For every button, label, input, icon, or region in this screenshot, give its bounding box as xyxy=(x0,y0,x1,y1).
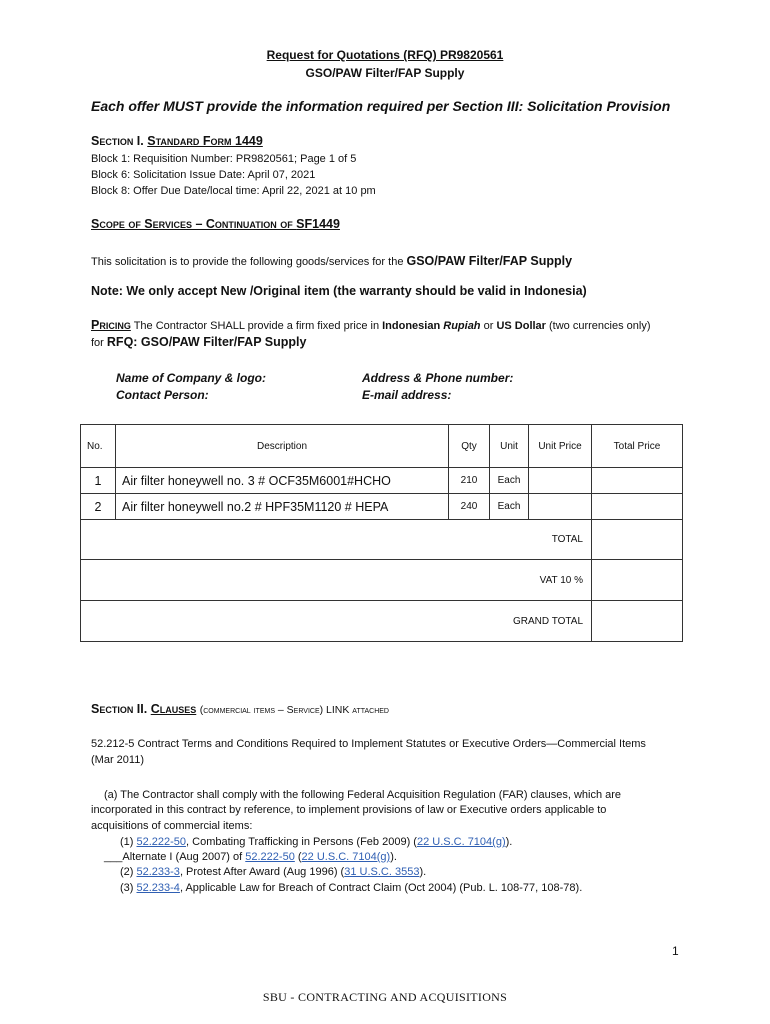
grand-total-row xyxy=(81,601,683,642)
scope-heading xyxy=(91,217,340,231)
usc-link-7104g[interactable]: 22 U.S.C. 7104(g) xyxy=(301,851,391,863)
row-no: 2 xyxy=(81,494,116,520)
total-value[interactable] xyxy=(592,520,683,560)
table-header-row xyxy=(81,425,683,468)
header-unit: Unit xyxy=(490,425,529,468)
header-unit-price: Unit Price xyxy=(529,425,592,468)
row-total-price[interactable] xyxy=(592,494,683,520)
far-link-52-233-3[interactable]: 52.233-3 xyxy=(136,866,180,878)
rfq-subtitle: GSO/PAW Filter/FAP Supply xyxy=(305,66,465,80)
clause-item-alt xyxy=(104,851,397,863)
row-description: Air filter honeywell no.2 # HPF35M1120 # HEPA xyxy=(116,494,449,520)
company-logo-label: Name of Company & logo: xyxy=(116,371,267,385)
page-number: 1 xyxy=(672,944,679,958)
pricing-or: or xyxy=(480,320,497,332)
grand-total-value[interactable] xyxy=(592,601,683,642)
clause-item-prefix: (1) xyxy=(120,836,137,848)
row-qty: 240 xyxy=(449,494,490,520)
pricing-rfq: RFQ: GSO/PAW Filter/FAP Supply xyxy=(106,335,307,349)
pricing-text: The Contractor SHALL provide a firm fixed price in xyxy=(130,320,383,332)
pricing-line xyxy=(91,318,651,332)
block-1-line: Block 1: Requisition Number: PR9820561; Page 1 of 5 xyxy=(91,153,357,165)
pricing-tail: (two currencies only) xyxy=(545,320,651,332)
far-link-52-233-4[interactable]: 52.233-4 xyxy=(136,882,180,894)
row-description: Air filter honeywell no. 3 # OCF35M6001#HCHO xyxy=(116,468,449,494)
far-link-52-222-50[interactable]: 52.222-50 xyxy=(245,851,295,863)
rfq-title: Request for Quotations (RFQ) PR9820561 xyxy=(266,48,504,62)
clause-para-line-1: (a) The Contractor shall comply with the following Federal Acquisition Regulation (FAR) clauses, which are xyxy=(104,789,622,801)
offer-requirement-headline: Each offer MUST provide the information required per Section III: Solicitation Provision xyxy=(91,98,671,114)
row-unit: Each xyxy=(490,494,529,520)
clause-item-text: , Protest After Award (Aug 1996) ( xyxy=(179,866,345,878)
clause-item-1 xyxy=(120,836,512,848)
pricing-currency-1a: Indonesian xyxy=(382,320,444,332)
header-description: Description xyxy=(116,425,449,468)
section-1-title: Standard Form 1449 xyxy=(147,134,263,148)
section-2-heading xyxy=(91,702,389,716)
pricing-label: Pricing xyxy=(91,318,131,332)
items-table xyxy=(80,424,683,642)
total-row xyxy=(81,520,683,560)
header-total-price: Total Price xyxy=(592,425,683,468)
scope-intro-item: GSO/PAW Filter/FAP Supply xyxy=(406,254,573,268)
clause-title-line: 52.212-5 Contract Terms and Conditions Required to Implement Statutes or Executive Orders—Commercial Items xyxy=(91,738,646,750)
pricing-for: for xyxy=(91,337,107,349)
usc-link-7104g[interactable]: 22 U.S.C. 7104(g) xyxy=(416,836,506,848)
total-label: TOTAL xyxy=(81,520,592,560)
clause-item-prefix: ___Alternate I (Aug 2007) of xyxy=(104,851,246,863)
usc-link-3553[interactable]: 31 U.S.C. 3553 xyxy=(344,866,420,878)
scope-intro xyxy=(91,254,572,268)
clause-para-line-3: acquisitions of commercial items: xyxy=(91,820,253,832)
section-1-prefix: Section I. xyxy=(91,134,144,148)
pricing-currency-2: US Dollar xyxy=(496,320,546,332)
table-row xyxy=(81,494,683,520)
page-footer: SBU - CONTRACTING AND ACQUISITIONS xyxy=(262,990,508,1004)
vat-row xyxy=(81,560,683,601)
clause-item-2 xyxy=(120,866,426,878)
pricing-for-line xyxy=(91,335,306,349)
section-2-title: Clauses xyxy=(150,702,197,716)
scope-heading-text: Scope of Services – Continuation of xyxy=(91,217,297,231)
grand-total-label: GRAND TOTAL xyxy=(81,601,592,642)
clause-item-text: , Applicable Law for Breach of Contract Claim (Oct 2004) (Pub. L. 108-77, 108-78). xyxy=(179,882,583,894)
vat-label: VAT 10 % xyxy=(81,560,592,601)
section-1-heading xyxy=(91,134,263,148)
scope-heading-form: SF1449 xyxy=(296,217,340,231)
vat-value[interactable] xyxy=(592,560,683,601)
contact-person-label: Contact Person: xyxy=(116,388,209,402)
row-total-price[interactable] xyxy=(592,468,683,494)
clause-item-suffix: ). xyxy=(505,836,513,848)
clause-para-line-2: incorporated in this contract by reference, to implement provisions of law or Executive orders applicable to xyxy=(91,804,607,816)
email-label: E-mail address: xyxy=(362,388,452,402)
row-qty: 210 xyxy=(449,468,490,494)
section-2-prefix: Section II. xyxy=(91,702,148,716)
row-unit-price[interactable] xyxy=(529,468,592,494)
clause-item-suffix: ). xyxy=(390,851,397,863)
scope-intro-text: This solicitation is to provide the following goods/services for the xyxy=(91,256,407,268)
header-no: No. xyxy=(81,425,116,468)
clause-item-text: , Combating Trafficking in Persons (Feb 2009) ( xyxy=(186,836,417,848)
row-unit: Each xyxy=(490,468,529,494)
warranty-note: Note: We only accept New /Original item (the warranty should be valid in Indonesia) xyxy=(91,284,587,298)
section-2-suffix: (commercial items – Service) LINK attached xyxy=(199,704,389,716)
clause-item-text: ( xyxy=(294,851,302,863)
header-qty: Qty xyxy=(449,425,490,468)
table-row xyxy=(81,468,683,494)
block-8-line: Block 8: Offer Due Date/local time: April 22, 2021 at 10 pm xyxy=(91,185,376,197)
clause-item-3 xyxy=(120,882,582,894)
clause-date-line: (Mar 2011) xyxy=(91,754,144,766)
clause-item-prefix: (3) xyxy=(120,882,137,894)
block-6-line: Block 6: Solicitation Issue Date: April 07, 2021 xyxy=(91,169,316,181)
row-no: 1 xyxy=(81,468,116,494)
row-unit-price[interactable] xyxy=(529,494,592,520)
address-phone-label: Address & Phone number: xyxy=(362,371,514,385)
pricing-currency-1b: Rupiah xyxy=(443,320,481,332)
clause-item-prefix: (2) xyxy=(120,866,137,878)
far-link-52-222-50[interactable]: 52.222-50 xyxy=(136,836,187,848)
clause-item-suffix: ). xyxy=(419,866,427,878)
